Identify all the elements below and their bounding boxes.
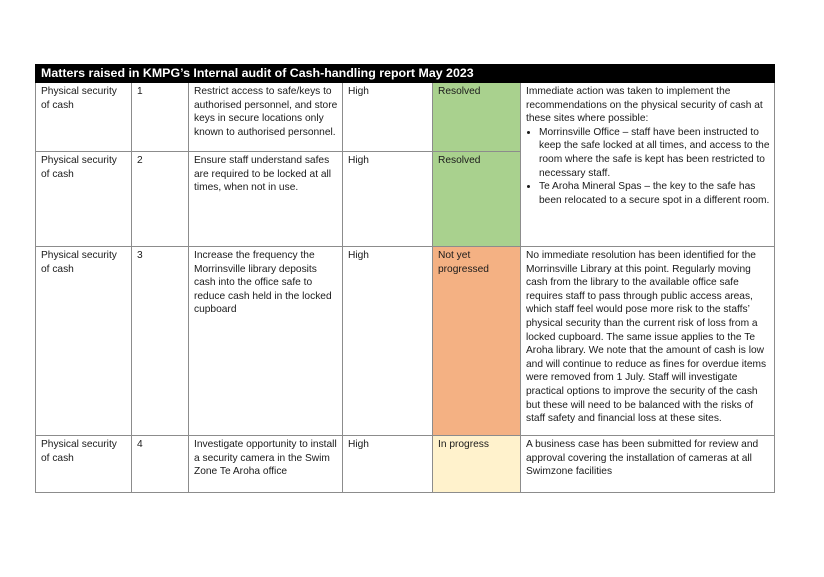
number-cell: 4 bbox=[132, 436, 189, 493]
priority-cell: High bbox=[343, 152, 433, 247]
recommendation-cell: Ensure staff understand safes are required to be locked at all times, when not in use. bbox=[189, 152, 343, 247]
table-row bbox=[36, 436, 775, 493]
shared-action-cell bbox=[521, 83, 775, 247]
area-cell: Physical security of cash bbox=[36, 436, 132, 493]
status-cell-in-progress: In progress bbox=[433, 436, 521, 493]
table-row bbox=[36, 83, 775, 152]
list-item: • Morrinsville Office – staff have been instructed to keep the safe locked at all times, and access to the room where the safe is kept has been restricted to necessary staff. bbox=[539, 126, 770, 180]
table-title: Matters raised in KMPG’s Internal audit of Cash-handling report May 2023 bbox=[36, 65, 775, 83]
area-cell: Physical security of cash bbox=[36, 152, 132, 247]
recommendation-cell: Investigate opportunity to install a security camera in the Swim Zone Te Aroha office bbox=[189, 436, 343, 493]
recommendation-cell: Increase the frequency the Morrinsville library deposits cash into the office safe to reduce cash held in the locked cupboard bbox=[189, 247, 343, 436]
priority-cell: High bbox=[343, 83, 433, 152]
priority-cell: High bbox=[343, 247, 433, 436]
number-cell: 1 bbox=[132, 83, 189, 152]
audit-matters-table bbox=[35, 64, 775, 493]
table-title-row bbox=[36, 65, 775, 83]
shared-action-list bbox=[526, 126, 770, 208]
action-cell: A business case has been submitted for review and approval covering the installation of cameras at all Swimzone facilities bbox=[521, 436, 775, 493]
table-row bbox=[36, 247, 775, 436]
status-cell-resolved: Resolved bbox=[433, 83, 521, 152]
status-cell-resolved: Resolved bbox=[433, 152, 521, 247]
shared-action-intro: Immediate action was taken to implement the recommendations on the physical security of cash at these sites where possible: bbox=[526, 86, 763, 125]
recommendation-cell: Restrict access to safe/keys to authorised personnel, and store keys in secure locations only known to authorised personnel. bbox=[189, 83, 343, 152]
list-item: • Te Aroha Mineral Spas – the key to the safe has been relocated to a secure spot in a different room. bbox=[539, 180, 770, 207]
number-cell: 3 bbox=[132, 247, 189, 436]
status-cell-not-progressed: Not yet progressed bbox=[433, 247, 521, 436]
area-cell: Physical security of cash bbox=[36, 247, 132, 436]
action-cell: No immediate resolution has been identified for the Morrinsville Library at this point. Regularly moving cash from the library to the available office safe requires staff to pass through public access areas, which staff feel would pose more risk to the staffs’ physical security than the current risk of loss from a locked cupboard. The same issue applies to the Te Aroha library. We note that the amount of cash is low and will continue to reduce as fines for overdue items were removed from 1 July. Staff will investigate practical options to improve the security of the cash but these will need to be balanced with the risks of staff safety and financial loss at these sites. bbox=[521, 247, 775, 436]
number-cell: 2 bbox=[132, 152, 189, 247]
priority-cell: High bbox=[343, 436, 433, 493]
area-cell: Physical security of cash bbox=[36, 83, 132, 152]
